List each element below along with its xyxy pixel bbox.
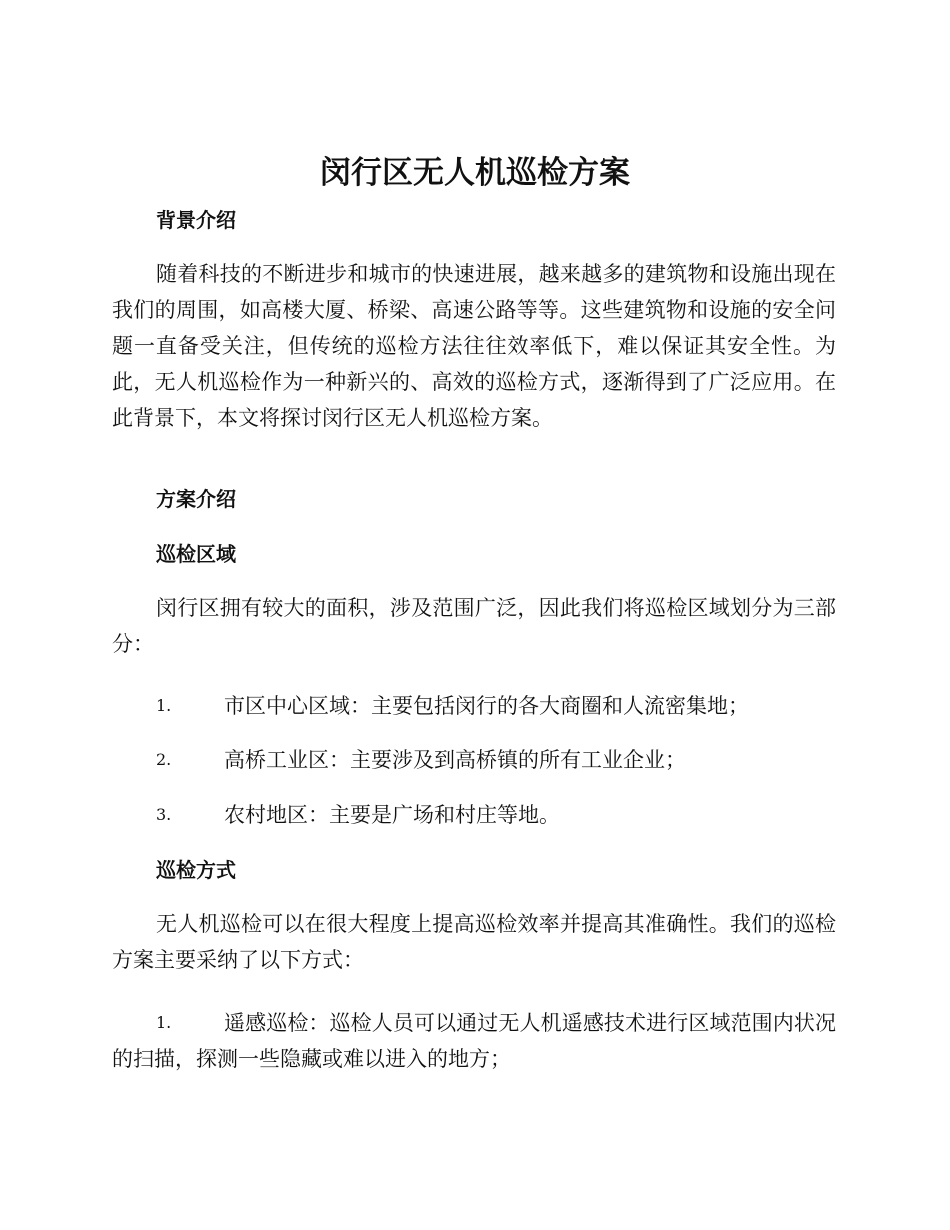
- list-number: 3.: [156, 805, 172, 824]
- list-item-text: 遥感巡检：巡检人员可以通过无人机遥感技术进行区域范围内状况的扫描，探测一些隐藏或难以进入的地方；: [112, 1011, 836, 1071]
- paragraph-area: 闵行区拥有较大的面积，涉及范围广泛，因此我们将巡检区域划分为三部分：: [112, 596, 836, 656]
- list-item-area-2: [112, 742, 836, 778]
- heading-area: 巡检区域: [156, 542, 236, 566]
- list-item-area-1: [112, 688, 836, 724]
- list-item-text: 农村地区：主要是广场和村庄等地。: [224, 803, 560, 827]
- paragraph-method: 无人机巡检可以在很大程度上提高巡检效率并提高其准确性。我们的巡检方案主要采纳了以下方式：: [112, 912, 836, 972]
- document-title: 闵行区无人机巡检方案: [320, 155, 630, 191]
- list-number: 2.: [156, 750, 172, 769]
- list-number: 1.: [156, 1013, 172, 1032]
- list-item-text: 市区中心区域：主要包括闵行的各大商圈和人流密集地；: [224, 694, 749, 718]
- heading-background: 背景介绍: [156, 208, 236, 232]
- heading-plan: 方案介绍: [156, 487, 236, 511]
- list-number: 1.: [156, 696, 172, 715]
- list-item-method-1: [112, 1005, 836, 1077]
- paragraph-background: 随着科技的不断进步和城市的快速进展，越来越多的建筑物和设施出现在我们的周围，如高楼大厦、桥梁、高速公路等等。这些建筑物和设施的安全问题一直备受关注，但传统的巡检方法往往效率低下，难以保证其安全性。为此，无人机巡检作为一种新兴的、高效的巡检方式，逐渐得到了广泛应用。在此背景下，本文将探讨闵行区无人机巡检方案。: [112, 262, 836, 430]
- heading-method: 巡检方式: [156, 858, 236, 882]
- list-item-area-3: [112, 797, 836, 833]
- list-item-text: 高桥工业区：主要涉及到高桥镇的所有工业企业；: [224, 748, 686, 772]
